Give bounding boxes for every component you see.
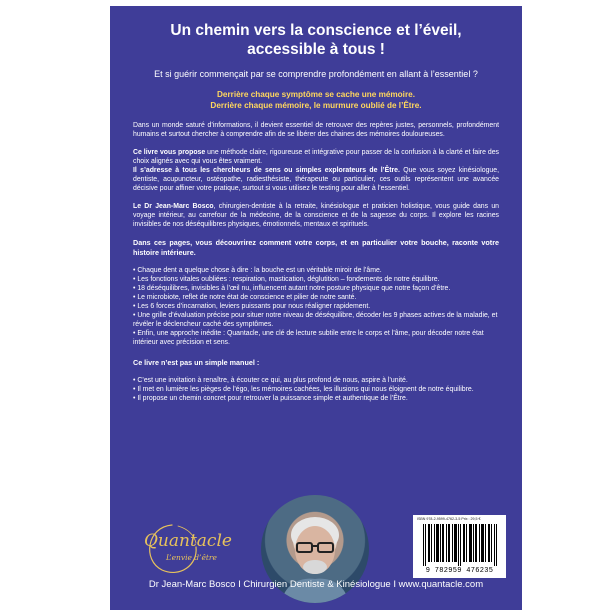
list-item: • Il propose un chemin concret pour retrouver la puissance simple et authentique de l’Être. [133, 394, 408, 402]
highlight-line-1: Derrière chaque symptôme se cache une mémoire. [217, 90, 415, 99]
proposal-text: une méthode claire, rigoureuse et intégrative pour passer de la confusion à la clarté et faire des choix alignés avec qui vous êtes vraiment. [133, 149, 499, 165]
list-item: • Enfin, une approche inédite : Quantacle, une clé de lecture subtile entre le corps et l’âme, pour décoder notre état intérieur avec précision et sens. [133, 330, 484, 346]
proposal-paragraph [133, 148, 499, 166]
author-text: , chirurgien-dentiste à la retraite, kinésiologue et praticien holistique, vous guide dans un voyage intérieur, au carrefour de la médecine, de la conscience et de la sagesse du corps. Il explore les racines invisibles de nos déséquilibres physiques, émotionnels, mentaux et spirituels. [133, 203, 500, 228]
cover-title [133, 21, 499, 59]
author-name: Le Dr Jean-Marc Bosco [133, 203, 214, 210]
manual-list [133, 376, 499, 403]
isbn-label: ISBN 978-2-9599-4762-3-5 Prix : 29,5 € [417, 517, 481, 521]
audience-paragraph [133, 166, 499, 193]
title-line-2: accessible à tous ! [247, 41, 385, 58]
intro-paragraph: Dans un monde saturé d’informations, il devient essentiel de retrouver des repères justes, personnels, profondément humains et surtout chercher à comprendre afin de se libérer des chaines des mémoires douloureuses. [133, 122, 499, 138]
list-item: • Les fonctions vitales oubliées : respiration, mastication, déglutition – fondements de notre équilibre. [133, 276, 440, 283]
book-back-cover [110, 6, 522, 610]
highlight-line-2: Derrière chaque mémoire, le murmure oublié de l’Être. [210, 100, 422, 110]
audience-text: Que vous soyez kinésiologue, dentiste, acupuncteur, ostéopathe, radiesthésiste, thérapeute ou particulier, ces outils représentent une avancée décisive pour affiner votre pratique, surtout si vous utilisez le testing pour aller à l’essentiel. [133, 167, 499, 192]
list-item: • Le microbiote, reflet de notre état de conscience et pilier de notre santé. [133, 294, 357, 301]
isbn-barcode [413, 515, 506, 578]
list-item: • Une grille d’évaluation précise pour situer notre niveau de déséquilibre, décoder les 9 phases actives de la maladie, et révéler le déclencheur caché des symptômes. [133, 312, 498, 328]
list-item: • Il met en lumière les pièges de l’égo, les mémoires cachées, les illusions qui nous éloignent de notre équilibre. [133, 385, 474, 393]
highlight-quote [133, 90, 499, 111]
list-item: • Les 6 forces d’incarnation, leviers puissants pour nous réaligner rapidement. [133, 303, 371, 310]
discover-list [133, 266, 499, 347]
manual-heading: Ce livre n’est pas un simple manuel : [133, 358, 260, 367]
cover-subtitle: Et si guérir commençait par se comprendre profondément en allant à l’essentiel ? [154, 69, 478, 79]
proposal-lead: Ce livre vous propose [133, 149, 206, 156]
cover-footer: Dr Jean-Marc Bosco I Chirurgien Dentiste & Kinésiologue I www.quantacle.com [148, 579, 484, 590]
isbn-digits: 9 782959 476235 [425, 567, 494, 575]
list-item: • 18 déséquilibres, invisibles à l’œil nu, influencent autant notre posture physique que notre façon d’être. [133, 285, 451, 292]
logo-name: Quantacle [144, 531, 232, 551]
title-line-1: Un chemin vers la conscience et l’éveil, [170, 22, 462, 39]
list-item: • Chaque dent a quelque chose à dire : la bouche est un véritable miroir de l’âme. [133, 267, 382, 274]
list-item: • C’est une invitation à renaître, à écouter ce qui, au plus profond de nous, aspire à l’unité. [133, 376, 408, 384]
discover-heading: Dans ces pages, vous découvrirez comment votre corps, et en particulier votre bouche, raconte votre histoire intérieure. [133, 238, 499, 257]
cover-bottom [110, 493, 522, 593]
barcode-bars [423, 524, 497, 566]
logo-tagline: L’envie d’être [166, 553, 217, 562]
audience-lead: Il s’adresse à tous les chercheurs de sens ou simples explorateurs de l’Être. [133, 167, 400, 174]
author-paragraph [133, 202, 499, 229]
